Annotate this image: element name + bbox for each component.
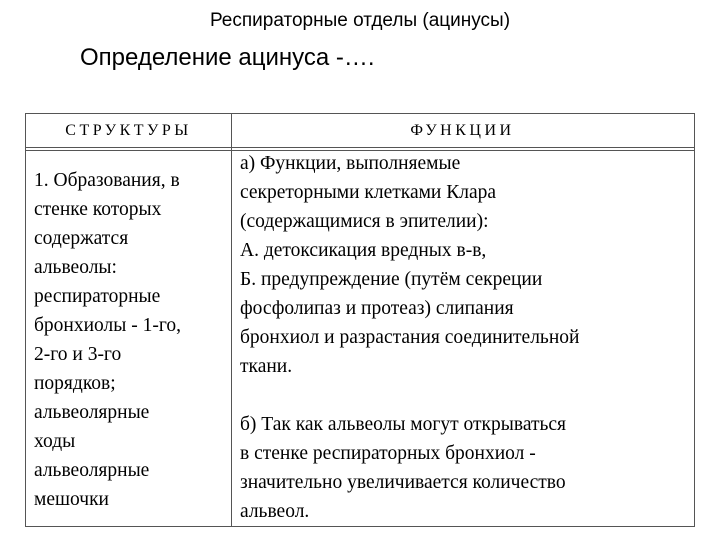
function-b-line: б) Так как альвеолы могут открываться (240, 414, 567, 435)
function-a-line: а) Функции, выполняемые (240, 153, 461, 174)
function-a-line: А. детоксикация вредных в-в, (240, 240, 487, 261)
function-b-line: значительно увеличивается количество (240, 472, 566, 493)
structures-functions-table (25, 113, 695, 527)
structures-line: 2-го и 3-го (34, 344, 122, 365)
structures-line: стенке которых (34, 199, 162, 220)
function-a-line: бронхиол и разрастания соединительной (240, 327, 580, 348)
header-structures: СТРУКТУРЫ (65, 122, 192, 139)
structures-line: содержатся (34, 228, 129, 249)
structures-line: ходы (34, 431, 76, 452)
header-functions: ФУНКЦИИ (410, 122, 515, 139)
function-a-line: ткани. (240, 356, 293, 377)
structures-line: мешочки (34, 489, 109, 510)
function-a-line: (содержащимися в эпителии): (240, 211, 489, 232)
structures-line: бронхиолы - 1-го, (34, 315, 181, 336)
structures-line: альвеолярные (34, 460, 150, 481)
structures-line: респираторные (34, 286, 161, 307)
definition-heading: Определение ацинуса -…. (80, 44, 375, 71)
structures-line: альвеолярные (34, 402, 150, 423)
header-divider (26, 147, 694, 148)
function-a-line: секреторными клетками Клара (240, 182, 497, 203)
structures-line: альвеолы: (34, 257, 117, 278)
function-b-line: в стенке респираторных бронхиол - (240, 443, 536, 464)
function-b-line: альвеол. (240, 501, 310, 522)
function-a-line: фосфолипаз и протеаз) слипания (240, 298, 514, 319)
paragraph-gap (240, 381, 695, 410)
structures-line: 1. Образования, в (34, 170, 180, 191)
functions-cell (240, 149, 695, 526)
function-a-line: Б. предупреждение (путём секреции (240, 269, 543, 290)
column-divider (231, 114, 232, 526)
structures-line: порядков; (34, 373, 116, 394)
slide-title: Респираторные отделы (ацинусы) (209, 10, 511, 31)
structures-cell (34, 166, 230, 514)
